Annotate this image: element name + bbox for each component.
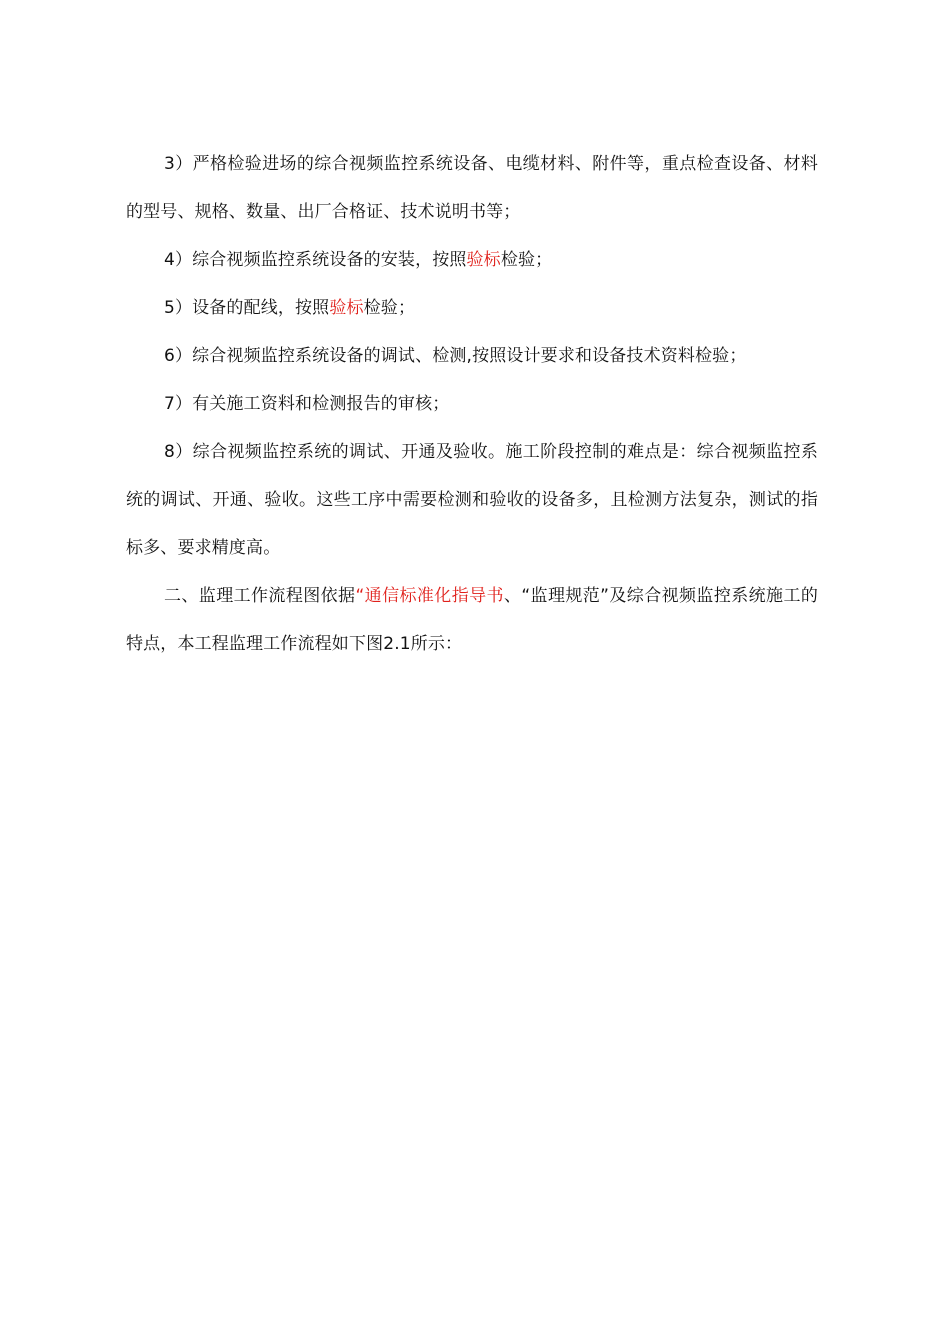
paragraph-text: 二、监理工作流程图依据 xyxy=(164,586,356,606)
paragraph-item-5 xyxy=(126,284,818,332)
paragraph-text: 7）有关施工资料和检测报告的审核； xyxy=(164,394,450,414)
highlighted-term: “通信标准化指导书 xyxy=(355,586,504,606)
paragraph-section-2 xyxy=(126,572,818,668)
paragraph-item-8 xyxy=(126,428,818,572)
paragraph-text: 、“监理规范”及综合视频监控系统施工的特点，本工程监理工作流程如下图2.1所示： xyxy=(126,586,818,654)
paragraph-text: 检验； xyxy=(500,250,553,270)
paragraph-item-7 xyxy=(126,380,818,428)
paragraph-text: 8）综合视频监控系统的调试、开通及验收。施工阶段控制的难点是：综合视频监控系统的调试、开通、验收。这些工序中需要检测和验收的设备多，且检测方法复杂，测试的指标多、要求精度高。 xyxy=(126,442,818,558)
paragraph-text: 检验； xyxy=(363,298,416,318)
paragraph-text: 5）设备的配线，按照 xyxy=(164,298,330,318)
highlighted-term: 验标 xyxy=(466,250,501,270)
paragraph-item-6 xyxy=(126,332,818,380)
paragraph-text: 3）严格检验进场的综合视频监控系统设备、电缆材料、附件等，重点检查设备、材料的型号、规格、数量、出厂合格证、技术说明书等； xyxy=(126,154,818,222)
document-body xyxy=(126,140,818,668)
paragraph-text: 4）综合视频监控系统设备的安装，按照 xyxy=(164,250,467,270)
highlighted-term: 验标 xyxy=(329,298,364,318)
paragraph-item-4 xyxy=(126,236,818,284)
paragraph-item-3 xyxy=(126,140,818,236)
paragraph-text: 6）综合视频监控系统设备的调试、检测,按照设计要求和设备技术资料检验； xyxy=(164,346,747,366)
